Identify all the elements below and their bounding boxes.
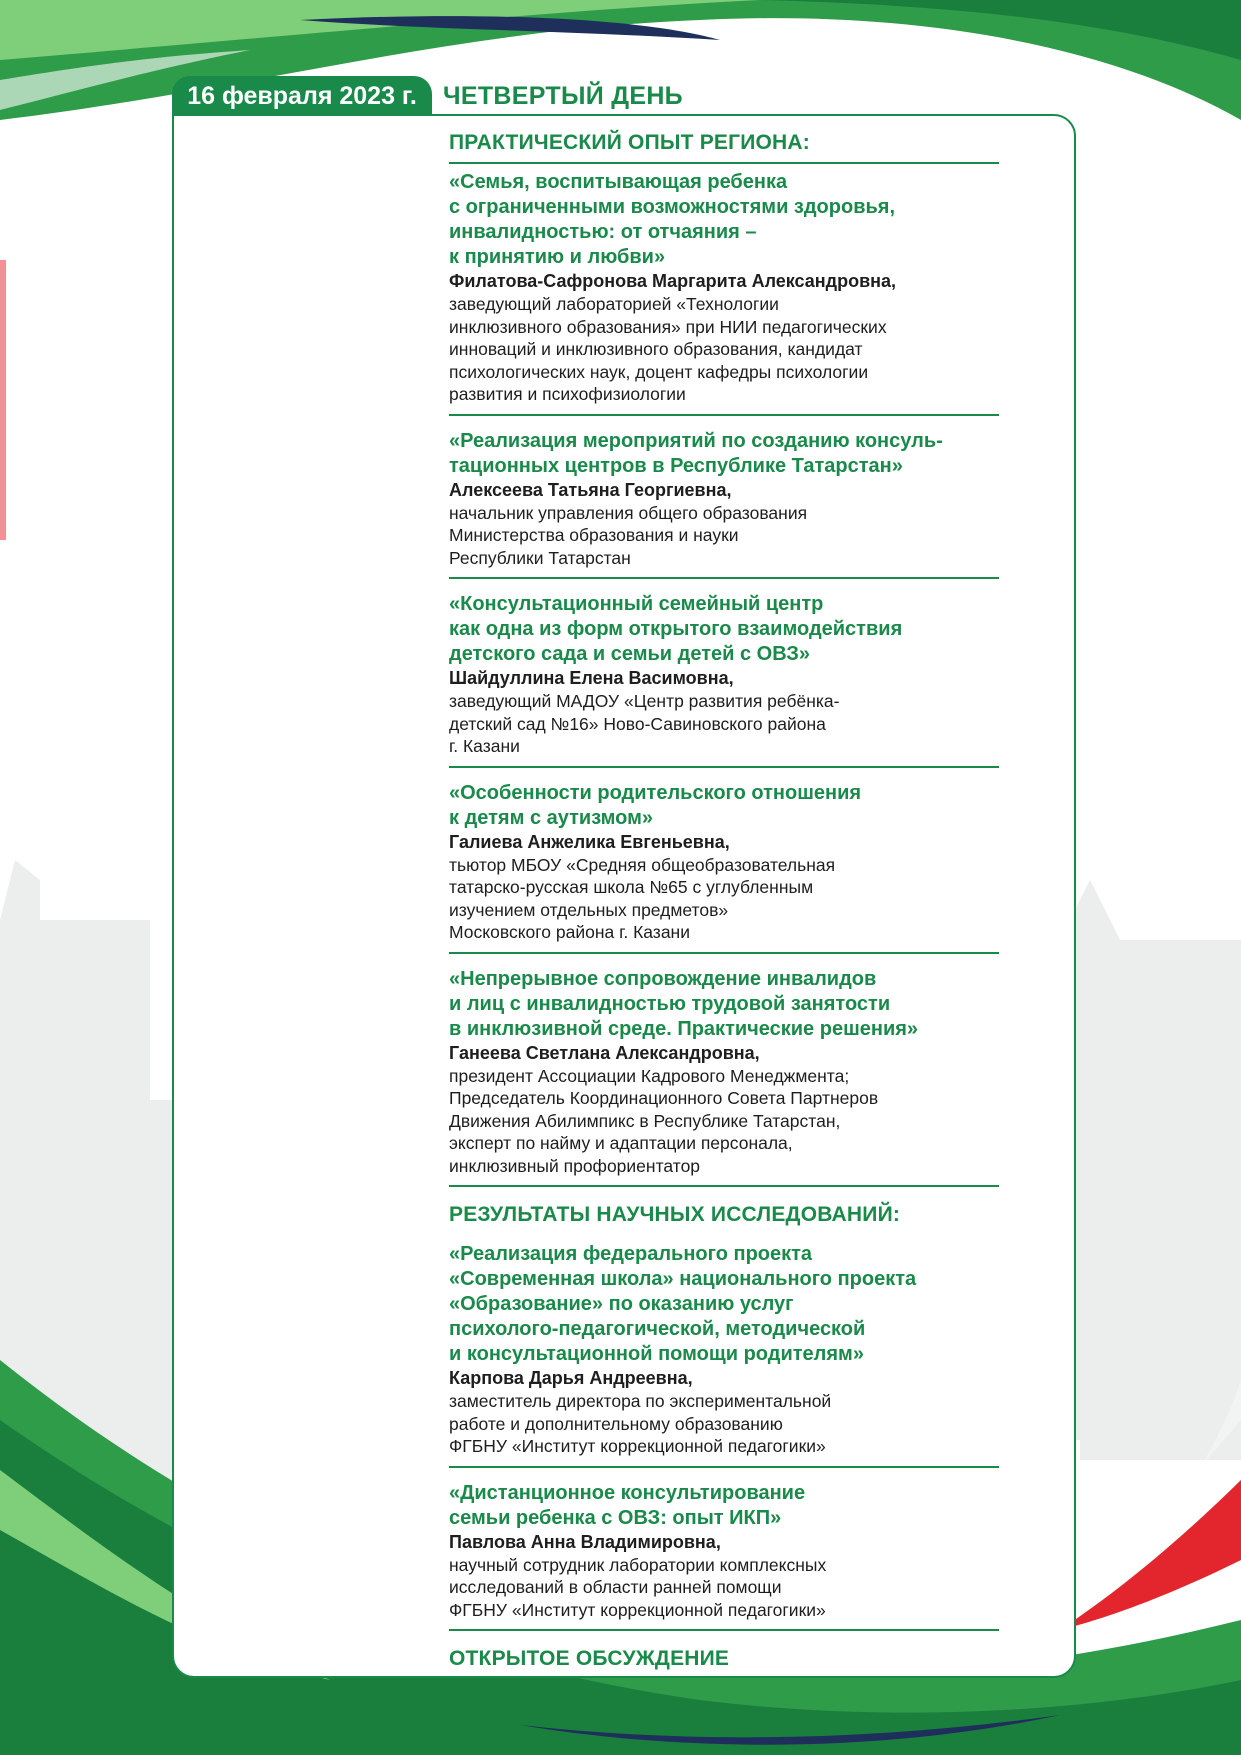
program-content xyxy=(449,128,999,1674)
talk-item xyxy=(449,170,999,416)
talk-title: «Реализация мероприятий по созданию консуль- тационных центров в Республике Татарстан» xyxy=(449,429,943,477)
speaker-role: тьютор МБОУ «Средняя общеобразовательная татарско-русская школа №65 с углубленным изучением отдельных предметов» Московского района г. Казани xyxy=(449,854,836,942)
speaker-role: президент Ассоциации Кадрового Менеджмента; Председатель Координационного Совета Партнеров Движения Абилимпикс в Республике Татарстан, эксперт по найму и адаптации персонала, инклюзивный профориентатор xyxy=(449,1065,879,1176)
talk-item xyxy=(449,781,999,954)
day-title: ЧЕТВЕРТЫЙ ДЕНЬ xyxy=(443,82,683,110)
talk-title: «Реализация федерального проекта «Современная школа» национального проекта «Образование» по оказанию услуг психолого-педагогической, методической и консультационной помощи родителям» xyxy=(449,1243,917,1365)
speaker-role: заведующий лабораторией «Технологии инклюзивного образования» при НИИ педагогических инноваций и инклюзивного образования, кандидат психологических наук, доцент кафедры психологии развития и психофизиологии xyxy=(449,294,887,404)
speaker-name: Галиева Анжелика Евгеньевна, xyxy=(449,831,730,852)
speaker-role: заместитель директора по экспериментальной работе и дополнительному образованию ФГБНУ «Институт коррекционной педагогики» xyxy=(449,1391,832,1456)
talk-title: «Консультационный семейный центр как одна из форм открытого взаимодействия детского сада и семьи детей с ОВЗ» xyxy=(449,593,903,665)
talk-item xyxy=(449,1242,999,1468)
section-heading-practice: ПРАКТИЧЕСКИЙ ОПЫТ РЕГИОНА: xyxy=(449,128,999,164)
section-heading-research: РЕЗУЛЬТАТЫ НАУЧНЫХ ИССЛЕДОВАНИЙ: xyxy=(449,1203,901,1226)
speaker-name: Филатова-Сафронова Маргарита Александровна, xyxy=(449,271,897,291)
talk-item xyxy=(449,1481,999,1632)
talk-item xyxy=(449,592,999,768)
talk-item xyxy=(449,429,999,580)
speaker-name: Ганеева Светлана Александровна, xyxy=(449,1042,760,1063)
section-heading-discussion: ОТКРЫТОЕ ОБСУЖДЕНИЕ xyxy=(449,1647,730,1670)
talk-title: «Дистанционное консультирование семьи ребенка с ОВЗ: опыт ИКП» xyxy=(449,1481,806,1529)
talk-title: «Непрерывное сопровождение инвалидов и лиц с инвалидностью трудовой занятости в инклюзивной среде. Практические решения» xyxy=(449,967,919,1040)
date-tab: 16 февраля 2023 г. xyxy=(172,76,432,116)
speaker-name: Карпова Дарья Андреевна, xyxy=(449,1368,693,1388)
talk-title: «Семья, воспитывающая ребенка с ограниченными возможностями здоровья, инвалидностью: от отчаяния – к принятию и любви» xyxy=(449,171,896,268)
talk-title: «Особенности родительского отношения к детям с аутизмом» xyxy=(449,781,862,829)
speaker-role: заведующий МАДОУ «Центр развития ребёнка- детский сад №16» Ново-Савиновского района г. Казани xyxy=(449,691,840,756)
speaker-name: Павлова Анна Владимировна, xyxy=(449,1531,721,1552)
speaker-name: Шайдуллина Елена Васимовна, xyxy=(449,668,734,688)
talk-item xyxy=(449,967,999,1188)
speaker-role: научный сотрудник лаборатории комплексных исследований в области ранней помощи ФГБНУ «Институт коррекционной педагогики» xyxy=(449,1554,827,1620)
speaker-name: Алексеева Татьяна Георгиевна, xyxy=(449,479,732,500)
speaker-role: начальник управления общего образования Министерства образования и науки Республики Татарстан xyxy=(449,502,808,568)
